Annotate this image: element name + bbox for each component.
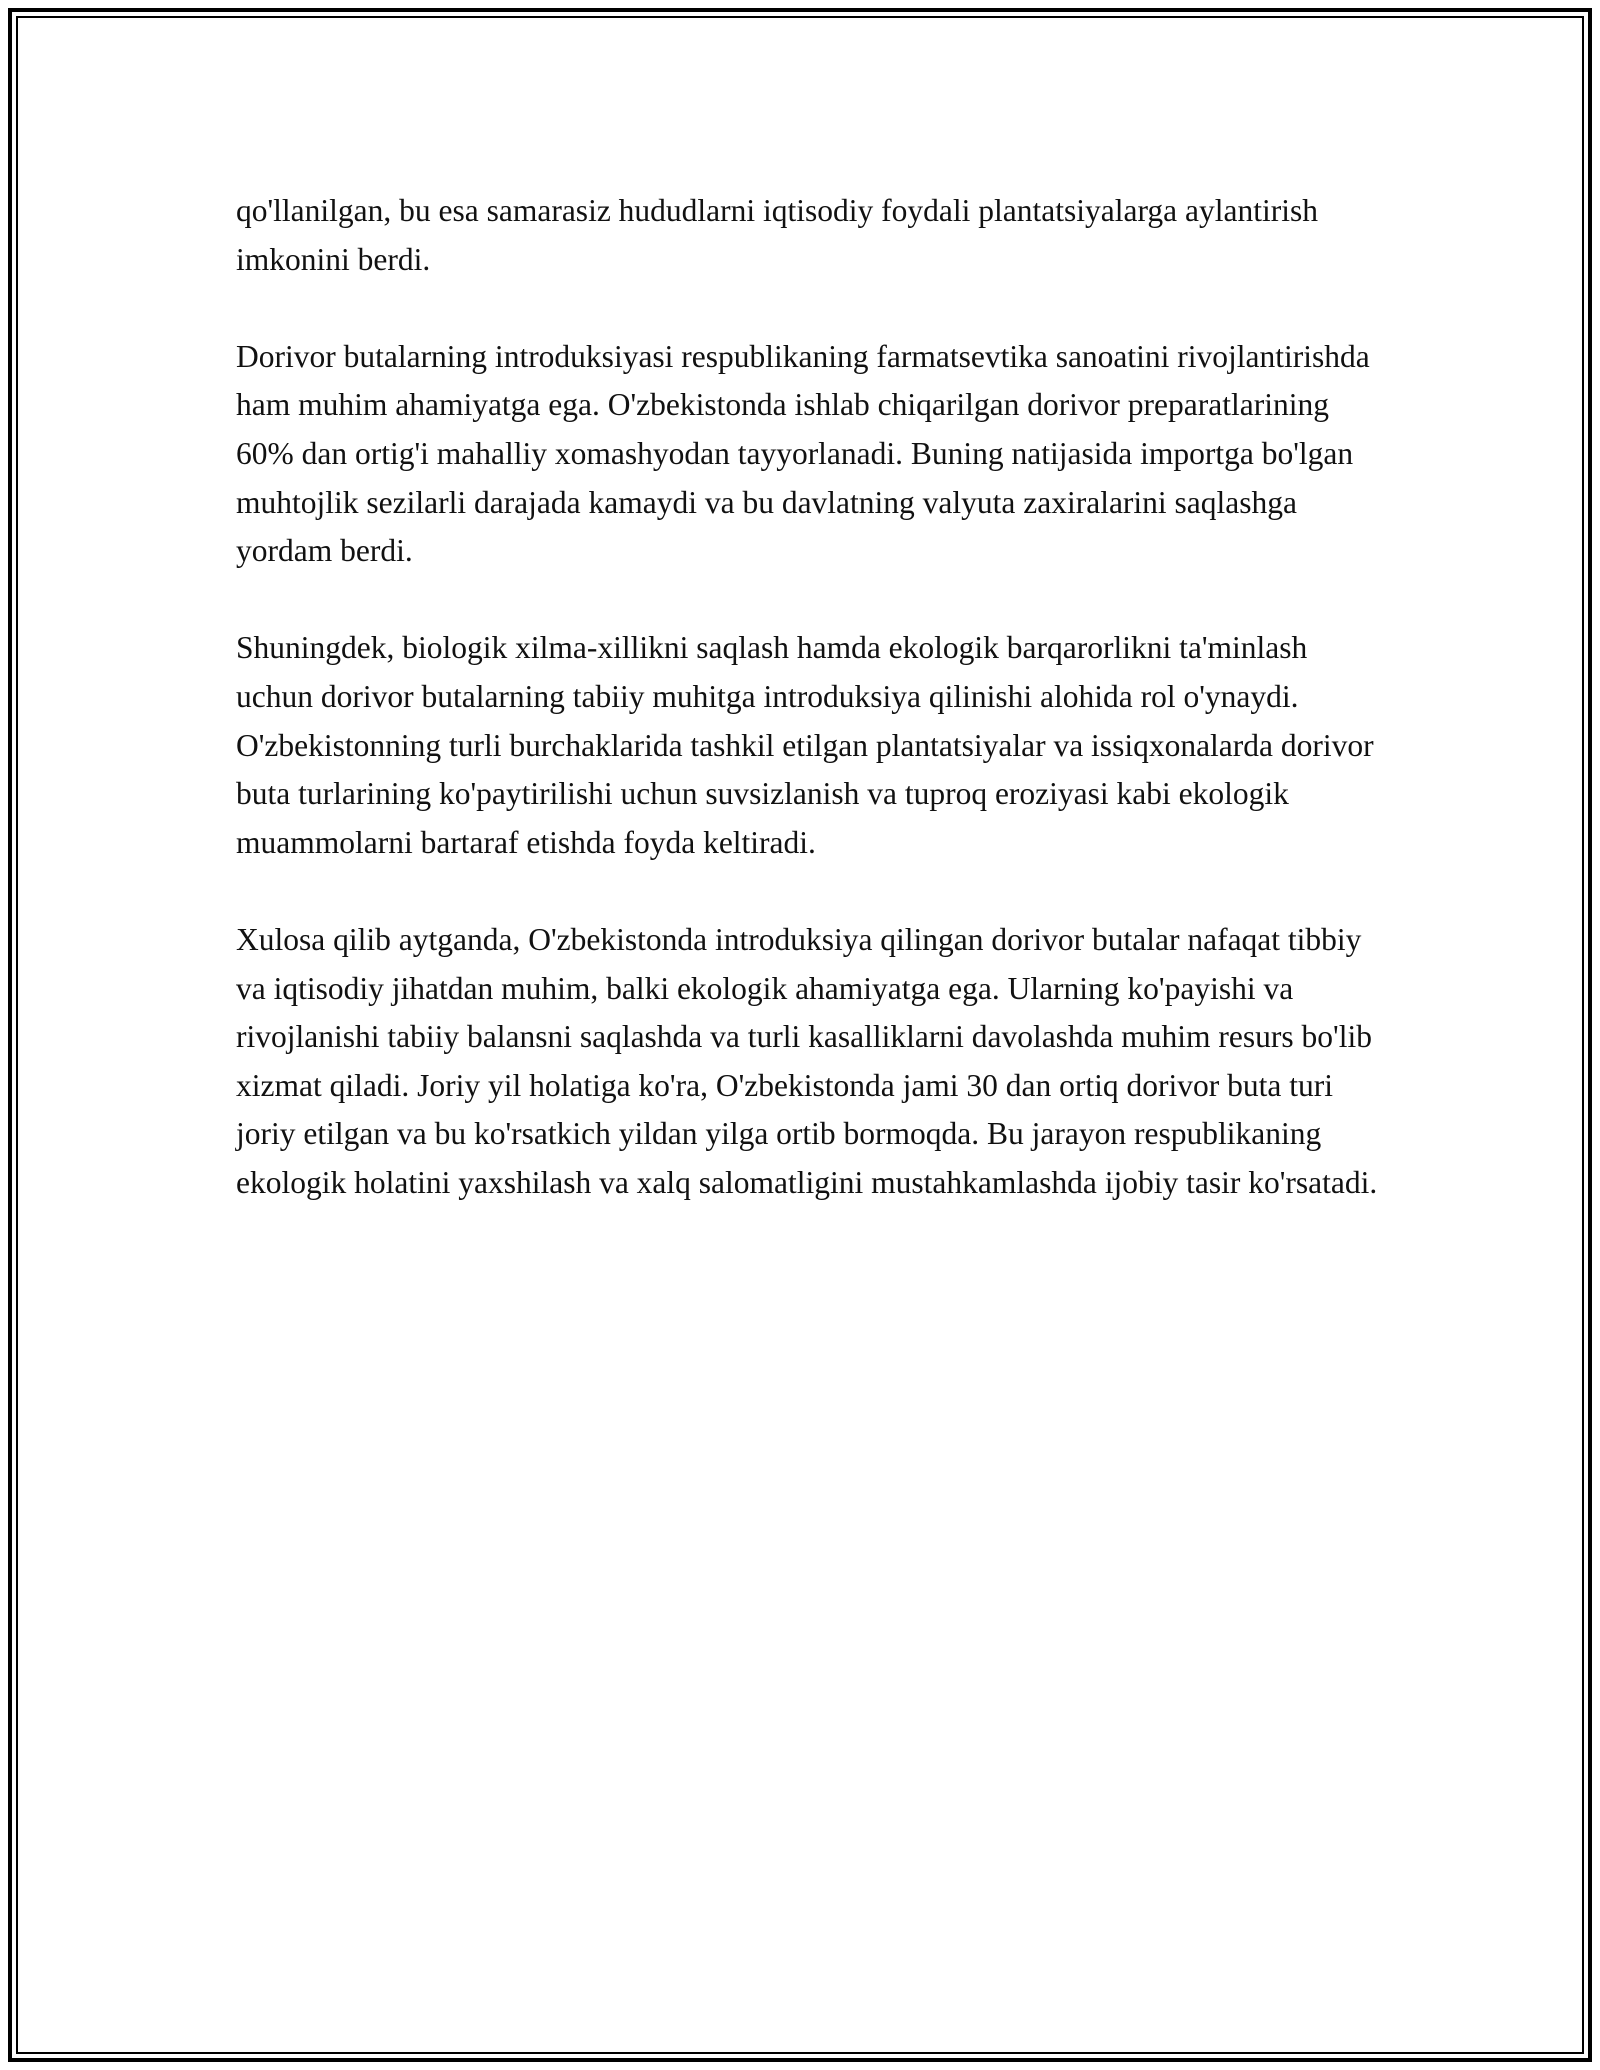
- document-body: [236, 187, 1386, 1207]
- paragraph-conclusion: Xulosa qilib aytganda, O'zbekistonda introduksiya qilingan dorivor butalar nafaqat tibbiy va iqtisodiy jihatdan muhim, balki ekologik ahamiyatga ega. Ularning ko'payishi va rivojlanishi tabiiy balansni saqlashda va turli kasalliklarni davolashda muhim resurs bo'lib xizmat qiladi. Joriy yil holatiga ko'ra, O'zbekistonda jami 30 dan ortiq dorivor buta turi joriy etilgan va bu ko'rsatkich yildan yilga ortib bormoqda. Bu jarayon respublikaning ekologik holatini yaxshilash va xalq salomatligini mustahkamlashda ijobiy tasir ko'rsatadi.: [236, 921, 1378, 1200]
- paragraph-biodiversity: Shuningdek, biologik xilma-xillikni saqlash hamda ekologik barqarorlikni ta'minlash uchun dorivor butalarning tabiiy muhitga introduksiya qilinishi alohida rol o'ynaydi. O'zbekistonning turli burchaklarida tashkil etilgan plantatsiyalar va issiqxonalarda dorivor buta turlarining ko'paytirilishi uchun suvsizlanish va tuproq eroziyasi kabi ekologik muammolarni bartaraf etishda foyda keltiradi.: [236, 630, 1374, 860]
- paragraph-pharmaceutical-industry: Dorivor butalarning introduksiyasi respublikaning farmatsevtika sanoatini rivojlantirishda ham muhim ahamiyatga ega. O'zbekistonda ishlab chiqarilgan dorivor preparatlarining 60% dan ortig'i mahalliy xomashyodan tayyorlanadi. Buning natijasida importga bo'lgan muhtojlik sezilarli darajada kamaydi va bu davlatning valyuta zaxiralarini saqlashga yordam berdi.: [236, 338, 1370, 569]
- paragraph-continuation: qo'llanilgan, bu esa samarasiz hududlarni iqtisodiy foydali plantatsiyalarga aylantirish imkonini berdi.: [236, 193, 1318, 277]
